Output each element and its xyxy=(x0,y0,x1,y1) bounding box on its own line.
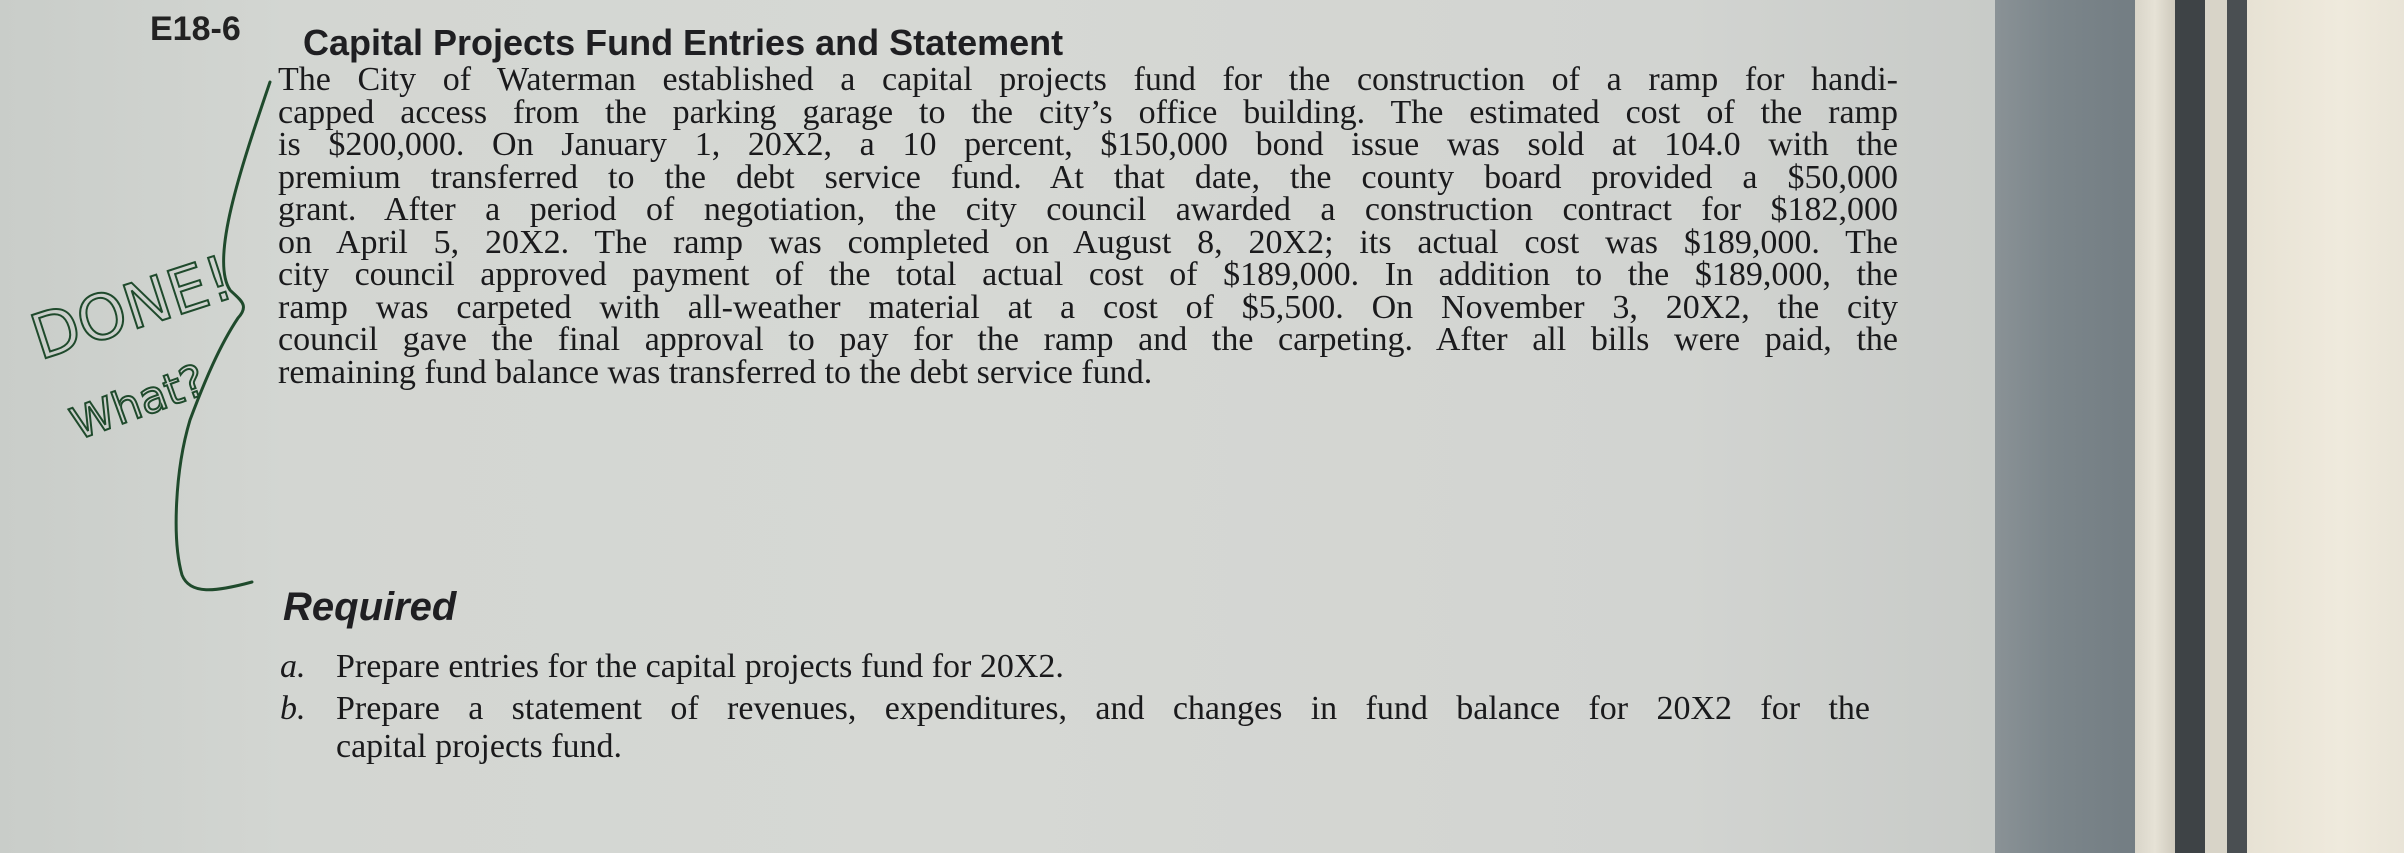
body-line: city council approved payment of the total actual cost of $189,000. In addition to the $189,000, the xyxy=(278,256,1898,293)
item-text: Prepare entries for the capital projects fund for 20X2. xyxy=(336,648,1064,685)
body-line: is $200,000. On January 1, 20X2, a 10 percent, $150,000 bond issue was sold at 104.0 with the xyxy=(278,126,1898,163)
handwritten-done-text: DONE! xyxy=(22,240,242,375)
required-heading: Required xyxy=(283,585,457,629)
handwritten-bracket xyxy=(176,82,270,590)
exercise-title: Capital Projects Fund Entries and Statement xyxy=(303,22,1064,63)
handwritten-what-text: What? xyxy=(64,354,213,451)
body-line: council gave the final approval to pay for the ramp and the carpeting. After all bills were paid, the xyxy=(278,321,1898,358)
body-line: grant. After a period of negotiation, the city council awarded a construction contract for $182,000 xyxy=(278,191,1898,228)
item-text: Prepare a statement of revenues, expenditures, and changes in fund balance for 20X2 for the xyxy=(336,690,1870,727)
body-line: on April 5, 20X2. The ramp was completed on August 8, 20X2; its actual cost was $189,000. The xyxy=(278,223,1898,261)
exercise-number: E18-6 xyxy=(150,10,241,48)
body-line: ramp was carpeted with all-weather material at a cost of $5,500. On November 3, 20X2, the city xyxy=(278,288,1898,326)
body-line: remaining fund balance was transferred to the debt service fund. xyxy=(278,353,1153,391)
body-line: The City of Waterman established a capital projects fund for the construction of a ramp for handi- xyxy=(278,61,1898,98)
body-line: capped access from the parking garage to the city’s office building. The estimated cost of the ramp xyxy=(278,93,1898,131)
item-text-continued: capital projects fund. xyxy=(336,728,623,765)
item-letter: a. xyxy=(280,648,306,685)
item-letter: b. xyxy=(280,690,306,727)
body-line: premium transferred to the debt service fund. At that date, the county board provided a $50,000 xyxy=(278,158,1898,196)
